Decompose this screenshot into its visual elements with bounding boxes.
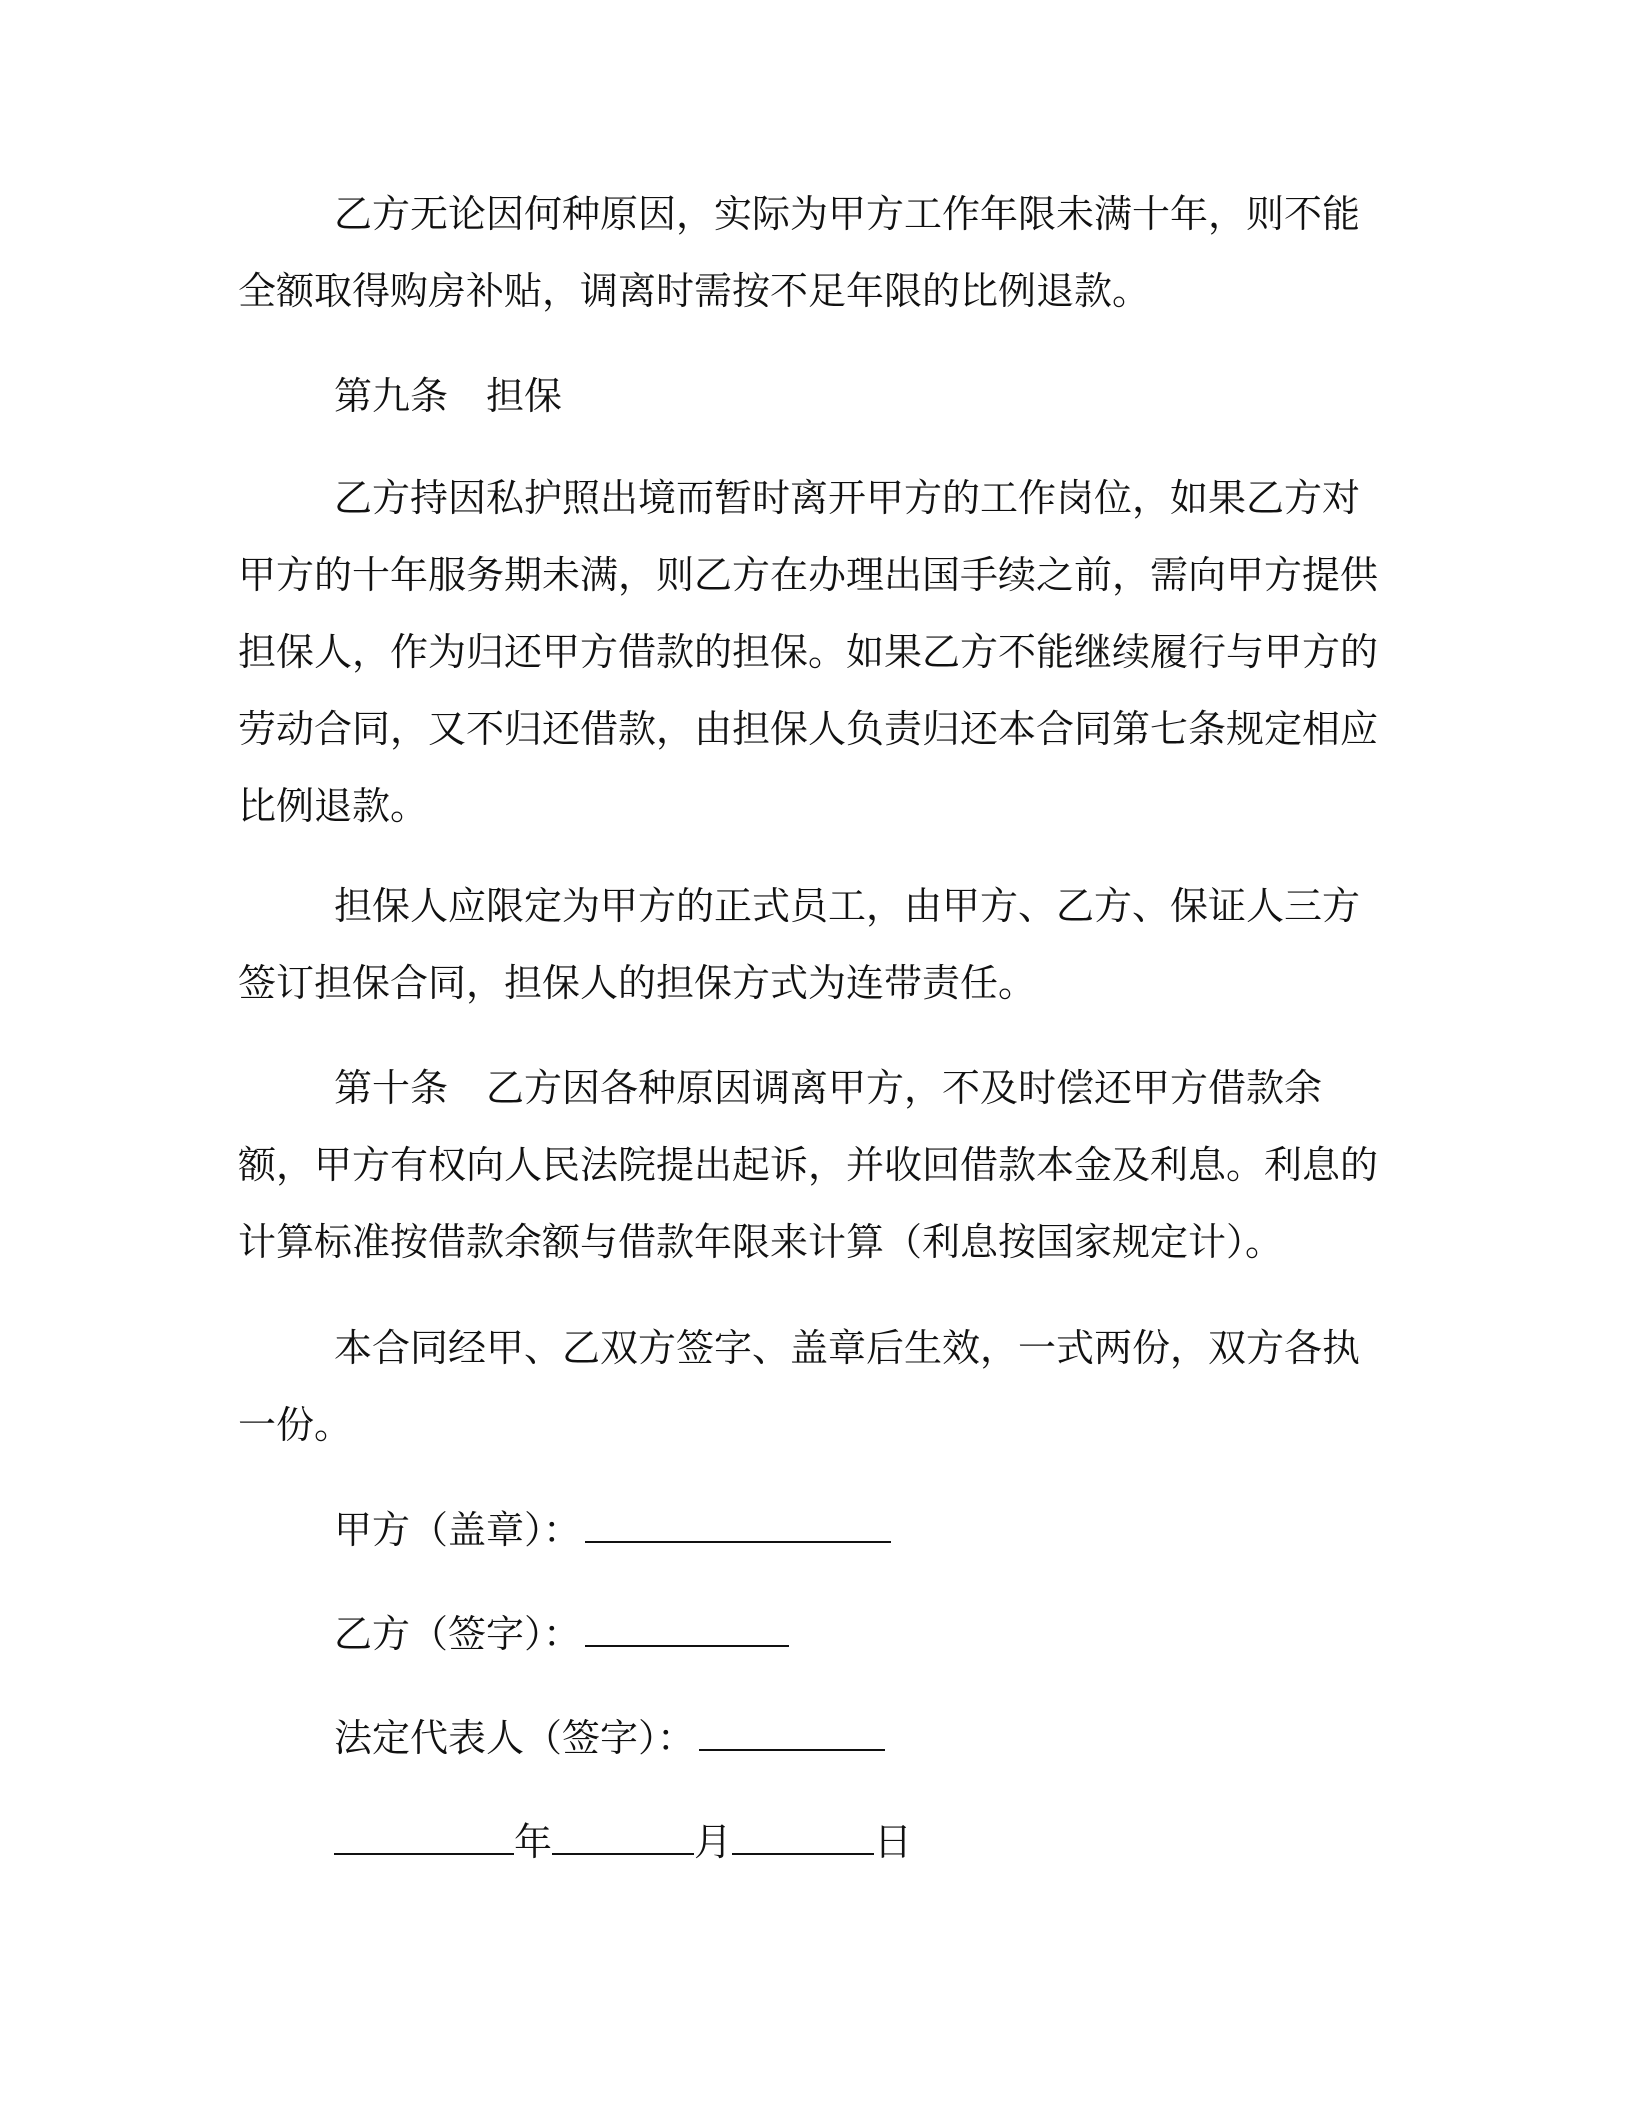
party-a-signature-line (334, 1492, 891, 1569)
article-9-heading: 第九条 担保 (334, 374, 563, 418)
party-b-signature-blank[interactable] (585, 1599, 789, 1647)
date-line (334, 1804, 912, 1881)
party-a-seal-blank[interactable] (585, 1495, 891, 1543)
date-day-blank[interactable] (732, 1807, 874, 1855)
date-month-label: 月 (694, 1820, 733, 1864)
paragraph-effectiveness: 本合同经甲、乙双方签字、盖章后生效，一式两份，双方各执一份。 (238, 1326, 1361, 1447)
paragraph-article-10: 第十条 乙方因各种原因调离甲方，不及时偿还甲方借款余额，甲方有权向人民法院提出起诉，并收回借款本金及利息。利息的计算标准按借款余额与借款年限来计算（利息按国家规定计）。 (238, 1066, 1379, 1264)
paragraph-subsidy-refund: 乙方无论因何种原因，实际为甲方工作年限未满十年，则不能全额取得购房补贴，调离时需按不足年限的比例退款。 (238, 192, 1361, 313)
paragraph-guarantee-terms: 乙方持因私护照出境而暂时离开甲方的工作岗位，如果乙方对甲方的十年服务期未满，则乙方在办理出国手续之前，需向甲方提供担保人，作为归还甲方借款的担保。如果乙方不能继续履行与甲方的劳动合同，又不归还借款，由担保人负责归还本合同第七条规定相应比例退款。 (238, 476, 1379, 828)
paragraph-guarantor-scope: 担保人应限定为甲方的正式员工，由甲方、乙方、保证人三方签订担保合同，担保人的担保方式为连带责任。 (238, 884, 1361, 1005)
date-year-blank[interactable] (334, 1807, 514, 1855)
date-day-label: 日 (874, 1820, 913, 1864)
date-year-label: 年 (514, 1820, 553, 1864)
legal-rep-signature-blank[interactable] (699, 1703, 885, 1751)
legal-rep-label: 法定代表人（签字）： (334, 1716, 696, 1760)
party-b-label: 乙方（签字）： (334, 1612, 582, 1656)
date-month-blank[interactable] (552, 1807, 694, 1855)
legal-rep-signature-line (334, 1700, 885, 1777)
party-a-label: 甲方（盖章）： (334, 1508, 582, 1552)
party-b-signature-line (334, 1596, 789, 1673)
